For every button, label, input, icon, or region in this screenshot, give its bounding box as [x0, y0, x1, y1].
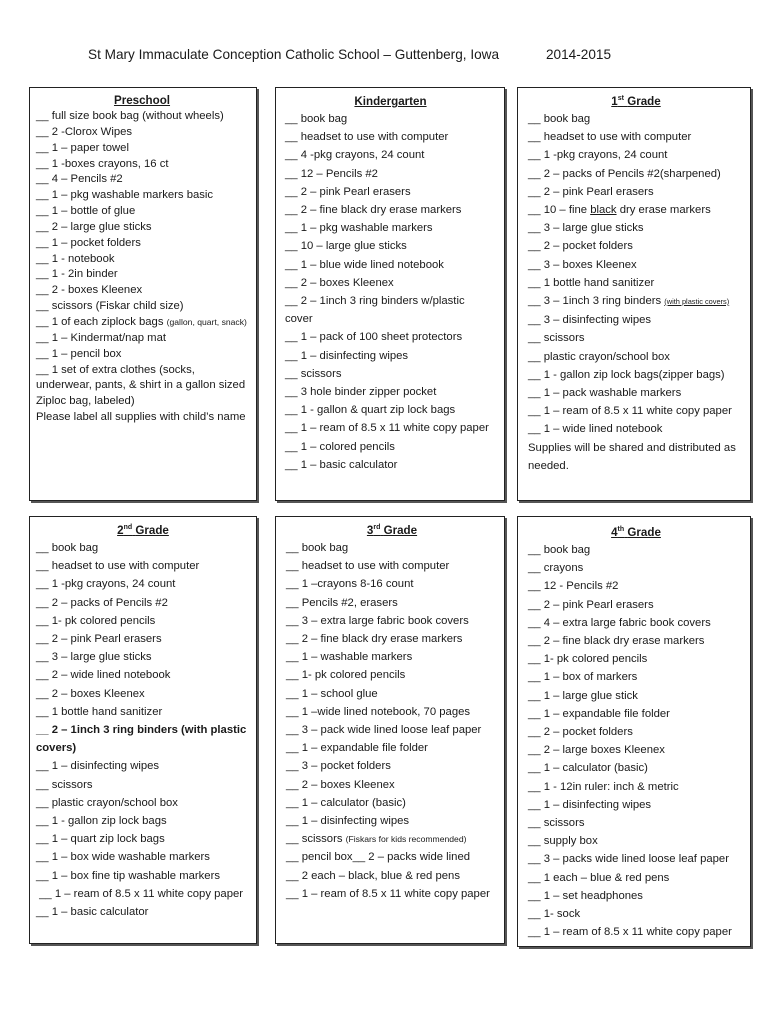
list-item: __ scissors	[528, 817, 585, 830]
list-item: __ 2 – 1inch 3 ring binders w/plastic	[285, 295, 465, 308]
list-item: __ 1 – blue wide lined notebook	[285, 258, 444, 271]
list-item: __ 1- pk colored pencils	[36, 614, 156, 627]
list-item: __ 1 –wide lined notebook, 70 pages	[286, 705, 471, 718]
list-item: cover	[285, 313, 313, 326]
list-item: __ 1 – washable markers	[286, 651, 413, 664]
list-item-note: (with plastic covers)	[664, 297, 730, 307]
list-item: __ 3 – large glue sticks	[528, 222, 644, 235]
list-item: __ 1 – expandable file folder	[286, 742, 428, 755]
list-item: __ 1 – basic calculator	[285, 458, 398, 471]
list-item: __ 2 – pink Pearl erasers	[36, 633, 162, 646]
list-item: __ 1- pk colored pencils	[286, 669, 406, 682]
list-item: __ 2 – pocket folders	[528, 240, 633, 253]
list-item: __ 3 hole binder zipper pocket	[285, 386, 437, 399]
list-item: __ 1 – disinfecting wipes	[285, 349, 409, 362]
third-grade-heading: 3rd Grade	[366, 524, 418, 537]
list-item: __ 10 – fine black dry erase markers	[528, 204, 711, 217]
preschool-heading: Preschool	[113, 94, 171, 107]
list-item: __ 3 – disinfecting wipes	[528, 314, 652, 327]
list-item: __ 3 – packs wide lined loose leaf paper	[528, 853, 729, 866]
list-item: __ Pencils #2, erasers	[286, 596, 398, 609]
list-item: __ 2 – large glue sticks	[36, 220, 152, 233]
list-item: __ 1 – wide lined notebook	[528, 423, 663, 436]
list-item: __ 1 – pocket folders	[36, 236, 141, 249]
list-item: __ 1 – disinfecting wipes	[36, 760, 160, 773]
list-item: __ 3 – boxes Kleenex	[528, 258, 637, 271]
list-item: __ 3 – pocket folders	[286, 760, 391, 773]
list-item: __ 2 – pink Pearl erasers	[528, 185, 654, 198]
second-grade-supply-list	[29, 516, 257, 944]
list-item: __ 1 - gallon zip lock bags(zipper bags)	[528, 368, 725, 381]
list-item: __ 3 – extra large fabric book covers	[286, 614, 469, 627]
list-item: __ 1 – expandable file folder	[528, 707, 670, 720]
third-grade-supply-list	[275, 516, 505, 944]
list-item: __ 1 - gallon & quart zip lock bags	[285, 404, 456, 417]
list-item: __ 1 – calculator (basic)	[528, 762, 648, 775]
list-item: __ 4 – Pencils #2	[36, 173, 123, 186]
list-item: __ 3 – pack wide lined loose leaf paper	[286, 724, 482, 737]
kindergarten-heading: Kindergarten	[354, 95, 427, 108]
list-item: __ scissors	[36, 778, 93, 791]
list-item: covers)	[36, 742, 77, 755]
list-item: __ 1 – pack of 100 sheet protectors	[285, 331, 463, 344]
list-item	[36, 315, 248, 331]
list-item: __ 1 – bottle of glue	[36, 205, 136, 218]
list-item: __ 1 – ream of 8.5 x 11 white copy paper	[286, 887, 490, 900]
list-item: __ headset to use with computer	[36, 560, 200, 573]
list-item: __ 2 – fine black dry erase markers	[285, 204, 462, 217]
list-item: __ scissors (Fiskar child size)	[36, 300, 184, 313]
list-item: __ 2 – wide lined notebook	[36, 669, 171, 682]
list-item: __ plastic crayon/school box	[528, 350, 670, 363]
list-item: __ 1 – calculator (basic)	[286, 796, 406, 809]
list-item: __ 2 – boxes Kleenex	[285, 276, 394, 289]
list-item: __ 1 – quart zip lock bags	[36, 833, 165, 846]
second-grade-heading: 2nd Grade	[117, 524, 169, 537]
list-item: __ 2 – fine black dry erase markers	[528, 635, 705, 648]
list-item-note: (Fiskars for kids recommended)	[345, 834, 467, 845]
list-item: __ 4 -pkg crayons, 24 count	[285, 149, 425, 162]
list-note: Supplies will be shared and distributed as	[528, 441, 736, 454]
list-note: needed.	[528, 459, 569, 472]
first-grade-items	[528, 110, 744, 475]
list-item: __ 1 – pencil box	[36, 347, 122, 360]
list-item: __ 1 – disinfecting wipes	[286, 815, 410, 828]
list-item: __ 1 -pkg crayons, 24 count	[36, 578, 176, 591]
list-item: __ 1 – pkg washable markers	[285, 222, 433, 235]
third-grade-items	[286, 539, 498, 903]
list-item: __ headset to use with computer	[285, 131, 449, 144]
list-item: __ 2 – pocket folders	[528, 726, 633, 739]
list-item: __ headset to use with computer	[528, 131, 692, 144]
list-item: __ scissors	[528, 332, 585, 345]
list-item: __ 1- pk colored pencils	[528, 653, 648, 666]
list-item: __ 1 -boxes crayons, 16 ct	[36, 157, 169, 170]
list-item: __ 1 – box fine tip washable markers	[36, 869, 220, 882]
list-item: __ 12 - Pencils #2	[528, 580, 619, 593]
list-item: __ 1 – basic calculator	[36, 906, 149, 919]
list-item: __ 1 – ream of 8.5 x 11 white copy paper	[285, 422, 489, 435]
first-grade-supply-list	[517, 87, 751, 501]
list-item: __ scissors	[285, 367, 342, 380]
list-item: __ book bag	[36, 542, 99, 554]
list-item: __ 1- sock	[528, 908, 581, 921]
list-item: __ 1 – box of markers	[528, 671, 638, 684]
kindergarten-items	[285, 110, 496, 474]
list-item: __ 1 – paper towel	[36, 141, 129, 154]
list-item: __ 2 – boxes Kleenex	[286, 778, 395, 791]
list-item: __ plastic crayon/school box	[36, 796, 178, 809]
list-item: __ 1 bottle hand sanitizer	[36, 705, 163, 718]
list-item: __ book bag	[285, 113, 348, 125]
list-item: __ 1 bottle hand sanitizer	[528, 276, 655, 289]
preschool-supply-list	[29, 87, 257, 501]
list-item: __ book bag	[528, 544, 591, 556]
list-item: __ 2 – packs of Pencils #2	[36, 596, 168, 609]
list-item: __ 2 – large boxes Kleenex	[528, 744, 665, 757]
list-item: __ 1 – ream of 8.5 x 11 white copy paper	[36, 887, 244, 900]
list-item: __ 2 – pink Pearl erasers	[528, 598, 654, 611]
second-grade-items	[36, 539, 250, 921]
fourth-grade-heading: 4th Grade	[611, 526, 661, 539]
fourth-grade-items	[528, 541, 744, 941]
list-item: __ 1 - gallon zip lock bags	[36, 815, 167, 828]
list-item: __ headset to use with computer	[286, 560, 450, 573]
fourth-grade-supply-list	[517, 516, 751, 947]
page-title: St Mary Immaculate Conception Catholic School – Guttenberg, Iowa	[88, 47, 500, 62]
list-item: __ full size book bag (without wheels)	[36, 110, 224, 122]
list-item: __ 2 – fine black dry erase markers	[286, 633, 463, 646]
list-item: __ book bag	[528, 113, 591, 125]
list-item: __ 1 – ream of 8.5 x 11 white copy paper	[528, 926, 732, 939]
list-item: __ 2 – pink Pearl erasers	[285, 185, 411, 198]
list-item: __ book bag	[286, 542, 349, 554]
list-item: __ 3 – large glue sticks	[36, 651, 152, 664]
list-item: __ 2 – boxes Kleenex	[36, 687, 145, 700]
list-item: __ 1 – ream of 8.5 x 11 white copy paper	[528, 405, 732, 418]
list-item: __ 2 each – black, blue & red pens	[286, 869, 460, 882]
list-item: __ 1 – disinfecting wipes	[528, 798, 652, 811]
school-year: 2014-2015	[546, 47, 612, 62]
list-item: __ 1 – Kindermat/nap mat	[36, 331, 166, 344]
list-item: __ 1 – box wide washable markers	[36, 851, 210, 864]
list-item: __ 1 -pkg crayons, 24 count	[528, 149, 668, 162]
list-item: __ 1 – school glue	[286, 687, 378, 700]
list-item: __ 1 – set headphones	[528, 889, 643, 902]
list-item: __ 1 –crayons 8-16 count	[286, 578, 414, 591]
list-item: Please label all supplies with child’s name	[36, 411, 246, 424]
list-item: __ 2 -Clorox Wipes	[36, 125, 133, 138]
list-item: __ 10 – large glue sticks	[285, 240, 407, 253]
first-grade-heading: 1st Grade	[611, 95, 661, 108]
list-item: __ 2 – packs of Pencils #2(sharpened)	[528, 167, 721, 180]
list-item: __ 2 – 1inch 3 ring binders (with plastic	[36, 724, 247, 737]
list-item: __ 1 – pack washable markers	[528, 387, 682, 400]
list-item: __ pencil box__ 2 – packs wide lined	[286, 851, 471, 864]
list-item: __ 4 – extra large fabric book covers	[528, 616, 711, 629]
list-item-text: __ 1 of each ziplock bags	[36, 315, 164, 328]
list-item: __ 1 – pkg washable markers basic	[36, 189, 214, 202]
list-item: __ supply box	[528, 835, 598, 848]
kindergarten-supply-list	[275, 87, 505, 501]
list-item: __ 1 - 2in binder	[36, 268, 118, 281]
list-item: __ crayons	[528, 562, 584, 575]
list-item: __ 1 - 12in ruler: inch & metric	[528, 780, 679, 793]
list-item: __ 1 – colored pencils	[285, 440, 395, 453]
preschool-items	[36, 109, 248, 426]
list-item: __ 2 - boxes Kleenex	[36, 284, 143, 297]
list-item: __ scissors (Fiskars for kids recommended)	[286, 833, 467, 846]
list-item: __ 1 – large glue stick	[528, 689, 638, 702]
emphasis-black: black	[590, 204, 617, 217]
list-item: __ 12 – Pencils #2	[285, 167, 378, 180]
list-item-note: (gallon, quart, snack)	[166, 316, 247, 327]
list-item: __ 3 – 1inch 3 ring binders (with plastic covers)	[528, 295, 730, 308]
list-item: __ 1 each – blue & red pens	[528, 871, 670, 884]
list-item: __ 1 - notebook	[36, 252, 115, 265]
list-item: __ 1 set of extra clothes (socks, underwear, pants, & shirt in a gallon sized Ziploc bag, labeled)	[36, 363, 246, 408]
